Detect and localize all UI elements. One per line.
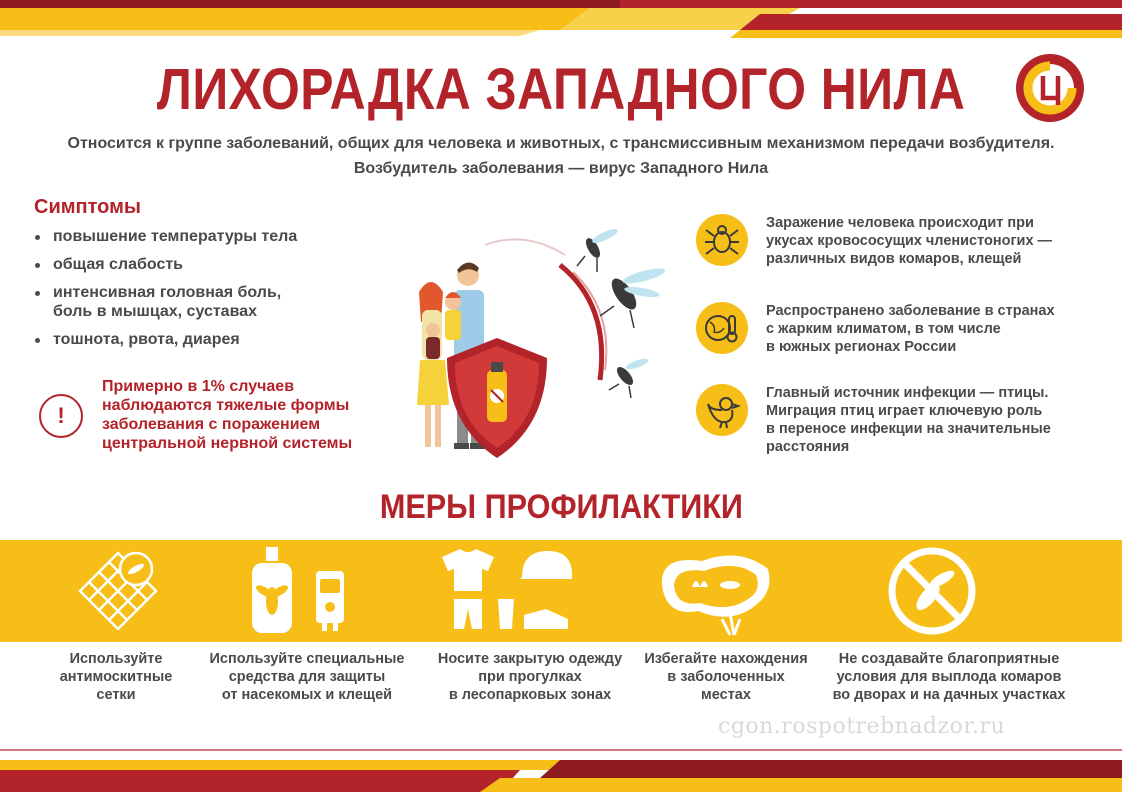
prevention-line: Не создавайте благоприятные — [838, 651, 1060, 667]
fact-source — [696, 384, 1096, 454]
page-title: ЛИХОРАДКА ЗАПАДНОГО НИЛА — [156, 57, 966, 122]
prevention-line: во дворах и на дачных участках — [832, 687, 1066, 703]
prevention-line: антимоскитные — [59, 669, 173, 685]
prevention-item-swamps — [628, 650, 824, 704]
fact-line: укусах кровососущих членистоногих — — [766, 233, 1053, 249]
prevention-line: Используйте — [69, 651, 163, 667]
prevention-line: от насекомых и клещей — [221, 687, 393, 703]
woman-figure — [417, 282, 449, 447]
fact-distribution — [696, 302, 1096, 372]
prevention-heading: МЕРЫ ПРОФИЛАКТИКИ — [379, 488, 743, 526]
top-decorative-stripes — [0, 0, 1122, 50]
warning-line: Примерно в 1% случаев — [102, 378, 295, 395]
warning-line: заболевания с поражением — [102, 416, 321, 433]
prevention-item-clothing — [422, 650, 638, 704]
prevention-item-breeding — [822, 650, 1076, 704]
no-mosquito-breeding-icon — [886, 545, 978, 637]
fact-line: Заражение человека происходит при — [766, 215, 1034, 231]
mosquito-icon — [609, 357, 649, 398]
fact-text — [766, 302, 1096, 356]
fact-transmission — [696, 214, 1096, 284]
fact-line: Распространено заболевание в странах — [766, 303, 1055, 319]
globe-thermometer-icon — [696, 302, 748, 354]
symptom-text: интенсивная головная боль, — [53, 284, 282, 301]
prevention-line: сетки — [96, 687, 136, 703]
fact-line: Миграция птиц играет ключевую роль — [766, 403, 1043, 419]
prevention-line: в заболоченных — [667, 669, 785, 685]
subtitle-line: Относится к группе заболеваний, общих для человека и животных, с трансмиссивным механизмом передачи возбудителя. — [67, 135, 1055, 152]
bird-icon — [696, 384, 748, 436]
fact-line: различных видов комаров, клещей — [766, 251, 1022, 267]
mosquito-net-icon — [72, 545, 164, 637]
symptoms-heading: Симптомы — [34, 196, 141, 218]
warning-line: наблюдаются тяжелые формы — [102, 397, 350, 414]
prevention-line: Используйте специальные — [209, 651, 405, 667]
prevention-line: средства для защиты — [228, 669, 386, 685]
exclamation-icon: ! — [39, 394, 83, 438]
symptom-text: повышение температуры тела — [53, 228, 298, 245]
fact-text — [766, 214, 1096, 268]
fact-line: Главный источник инфекции — птицы. — [766, 385, 1049, 401]
symptom-item — [34, 255, 354, 274]
symptom-item — [34, 283, 354, 321]
severe-cases-warning — [102, 377, 382, 453]
protection-arc — [485, 239, 565, 255]
protection-arc — [560, 265, 602, 380]
swamp-icon — [652, 545, 776, 637]
symptom-text: общая слабость — [53, 256, 184, 273]
fact-line: с жарким климатом, в том числе — [766, 321, 1001, 337]
mosquito-icon — [600, 265, 667, 328]
closed-clothing-icon — [436, 545, 574, 637]
fact-text — [766, 384, 1096, 456]
prevention-line: при прогулках — [478, 669, 582, 685]
symptom-item — [34, 330, 354, 349]
prevention-line: в лесопарковых зонах — [448, 687, 612, 703]
symptom-text: боль в мышцах, суставах — [53, 303, 257, 320]
symptom-text: тошнота, рвота, диарея — [53, 331, 240, 348]
fact-line: расстояния — [766, 439, 850, 455]
prevention-line: Избегайте нахождения — [644, 651, 808, 667]
warning-line: центральной нервной системы — [102, 435, 353, 452]
symptom-item — [34, 227, 354, 246]
family-shield-illustration — [405, 210, 695, 465]
site-watermark: cgon.rospotrebnadzor.ru — [718, 714, 1006, 739]
mosquito-icon — [577, 226, 619, 272]
repellent-icon — [246, 545, 354, 637]
prevention-item-repellents — [196, 650, 418, 704]
prevention-line: местах — [701, 687, 751, 703]
symptoms-list — [34, 227, 354, 358]
fact-line: в переносе инфекции на значительные — [766, 421, 1051, 437]
bottom-decorative-stripes — [0, 748, 1122, 792]
prevention-item-nets — [40, 650, 192, 704]
prevention-line: условия для выплода комаров — [836, 669, 1062, 685]
prevention-line: Носите закрытую одежду — [437, 651, 623, 667]
tick-icon — [696, 214, 748, 266]
rospotrebnadzor-logo-icon — [1014, 52, 1086, 124]
fact-line: в южных регионах России — [766, 339, 957, 355]
subtitle-line: Возбудитель заболевания — вирус Западного Нила — [353, 160, 769, 177]
page-subtitle — [20, 131, 1102, 181]
